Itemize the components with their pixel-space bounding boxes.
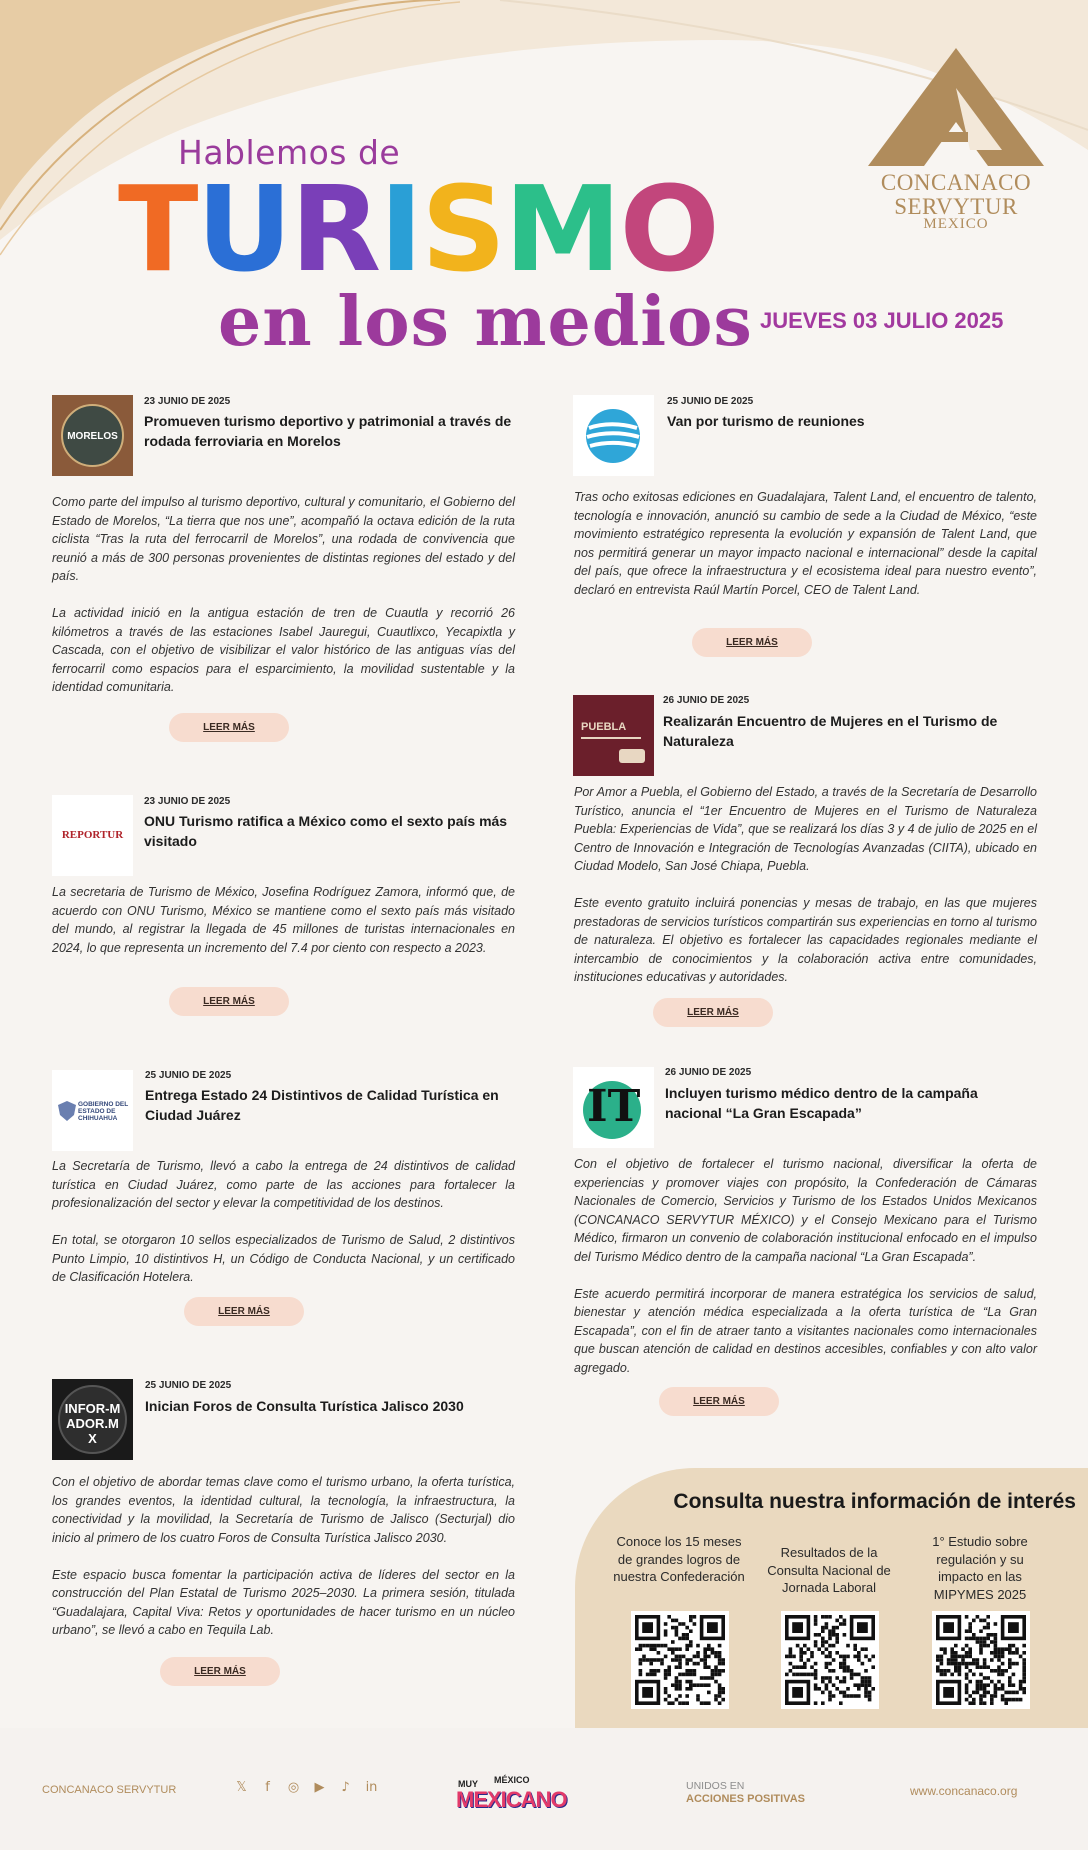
news-paragraph: Este acuerdo permitirá incorporar de manera estratégica los servicios de salud, bienestar y atención médica especializada a la oferta turística de “La Gran Escapada”, con el fin de atraer tanto a visitantes nacionales como internacionales que buscan atención de calidad en destinos accesibles, confiables y con alto valor agregado.: [574, 1286, 1037, 1375]
qr-code-icon: [785, 1615, 875, 1705]
news-paragraph: La actividad inició en la antigua estación de tren de Cuautla y recorrió 26 kilómetros a través de las estaciones Isabel Jauregui, Cuautlixco, Yecapixtla y Cascada, con el objetivo de visibilizar el valor histórico de las antiguas vías del ferrocarril como espacios para el esparcimiento, la movilidad sustentable y la identidad comunitaria.: [52, 606, 515, 694]
qr-label: 1° Estudio sobre regulación y su impacto en las MIPYMES 2025: [932, 1534, 1028, 1602]
footer-website-link[interactable]: www.concanaco.org: [910, 1784, 1018, 1798]
header-subtitle: en los medios: [218, 282, 753, 362]
footer-unidos-line1: UNIDOS EN: [686, 1780, 745, 1792]
muy-mexicano-logo: [452, 1775, 608, 1815]
header-title: [118, 160, 718, 298]
shield-icon: [58, 1101, 76, 1121]
qr-code-icon: [635, 1615, 725, 1705]
talent-land-logo-icon: [573, 395, 654, 476]
leer-mas-button[interactable]: LEER MÁS: [659, 1387, 779, 1416]
news-title: Realizarán Encuentro de Mujeres en el Turismo de Naturaleza: [663, 713, 998, 749]
news-title: ONU Turismo ratifica a México como el sexto país más visitado: [144, 813, 508, 849]
news-thumbnail: [52, 395, 133, 476]
qr-code-icon: [936, 1615, 1026, 1705]
news-thumbnail: [573, 395, 654, 476]
leer-mas-button[interactable]: LEER MÁS: [169, 713, 289, 742]
qr-code[interactable]: [631, 1611, 729, 1709]
news-body: [52, 1473, 515, 1658]
leer-mas-button[interactable]: LEER MÁS: [692, 628, 812, 657]
news-body: [52, 1157, 515, 1305]
x-icon[interactable]: 𝕏: [236, 1780, 247, 1795]
title-letter: T: [118, 160, 197, 298]
thumb-label: IT: [587, 1081, 641, 1132]
social-links: [234, 1780, 379, 1795]
news-date: 26 JUNIO DE 2025: [663, 695, 750, 706]
leer-mas-button[interactable]: LEER MÁS: [160, 1657, 280, 1686]
logo-name-line2: SERVYTUR: [894, 194, 1018, 219]
thumb-label: REPORTUR: [61, 829, 124, 841]
news-title: Entrega Estado 24 Distintivos de Calidad Turística en Ciudad Juárez: [145, 1087, 499, 1123]
leer-mas-button[interactable]: LEER MÁS: [653, 998, 773, 1027]
news-title: Inician Foros de Consulta Turística Jalisco 2030: [145, 1398, 464, 1414]
news-thumbnail: [52, 1379, 133, 1460]
tiktok-icon[interactable]: ♪: [341, 1780, 350, 1795]
news-body: [574, 1155, 1037, 1396]
news-body: [574, 783, 1037, 1005]
news-paragraph: Con el objetivo de abordar temas clave como el turismo urbano, la oferta turística, los grandes eventos, la identidad cultural, la tecnología, la infraestructura, la conectividad y la movilidad, la Secretaría de Turismo de Jalisco (Secturjal) dio inicio al primero de los cuatro Foros de Consulta Turística Jalisco 2030.: [52, 1475, 515, 1545]
news-paragraph: Como parte del impulso al turismo deportivo, cultural y comunitario, el Gobierno del Estado de Morelos, “La tierra que nos une”, acompañó la octava edición de la ruta ciclista “Tras la ruta del ferrocarril de Morelos”, una rodada de convivencia que reunió a más de 300 personas provenientes de distintas regiones del estado y del país.: [52, 495, 515, 583]
news-thumbnail: [52, 795, 133, 876]
footer-brand: CONCANACO SERVYTUR: [42, 1784, 177, 1796]
title-letter: M: [504, 160, 620, 298]
news-paragraph: La Secretaría de Turismo, llevó a cabo la entrega de 24 distintivos de calidad turística en Ciudad Juárez, como parte de las acciones para fortalecer la profesionalización del sector y elevar la competitividad de los destinos.: [52, 1159, 515, 1210]
footer-unidos-line2: ACCIONES POSITIVAS: [686, 1793, 805, 1805]
news-paragraph: La secretaria de Turismo de México, Josefina Rodríguez Zamora, informó que, de acuerdo con ONU Turismo, México se mantiene como el sexto país más visitado del mundo, al registrar la llegada de 45 millones de turistas internacionales en 2024, lo que representa un incremento del 7.4 por ciento con respecto a 2023.: [52, 885, 515, 955]
news-date: 26 JUNIO DE 2025: [665, 1067, 752, 1078]
thumb-label: GOBIERNO DEL ESTADO DE CHIHUAHUA: [78, 1101, 129, 1122]
news-thumbnail: [573, 1067, 654, 1148]
instagram-icon[interactable]: ◎: [287, 1780, 300, 1795]
leer-mas-button[interactable]: LEER MÁS: [169, 987, 289, 1016]
qr-code[interactable]: [781, 1611, 879, 1709]
news-body: [574, 488, 1037, 618]
title-letter: U: [196, 160, 291, 298]
facebook-icon[interactable]: f: [265, 1780, 270, 1795]
qr-code[interactable]: [932, 1611, 1030, 1709]
concanaco-logo-icon: [868, 48, 1044, 166]
leer-mas-button[interactable]: LEER MÁS: [184, 1297, 304, 1326]
news-title: Promueven turismo deportivo y patrimonial a través de rodada ferroviaria en Morelos: [144, 413, 512, 449]
news-paragraph: Este espacio busca fomentar la participación activa de líderes del sector en la construcción del Plan Estatal de Turismo 2025–2030. La primera sesión, titulada “Guadalajara, Capital Viva: Retos y oportunidades de hacer turismo en un núcleo urbano”, se llevó a cabo en Tequila Lab.: [52, 1567, 515, 1637]
news-date: 23 JUNIO DE 2025: [144, 796, 231, 807]
news-thumbnail: [52, 1070, 133, 1151]
news-date: 25 JUNIO DE 2025: [145, 1070, 232, 1081]
mexico-label: MÉXICO: [494, 1775, 530, 1785]
youtube-icon[interactable]: ▶: [314, 1780, 325, 1795]
news-paragraph: Por Amor a Puebla, el Gobierno del Estado, a través de la Secretaría de Desarrollo Turístico, anuncia el “1er Encuentro de Mujeres en el Turismo de Naturaleza Puebla: Experiencias de Vida”, que se realizará los días 3 y 4 de julio de 2025 en el Centro de Innovación e Integración de Tecnologías Avanzadas (CIITA), ubicado en Ciudad Modelo, San José Chiapa, Puebla.: [574, 785, 1037, 873]
news-body: [52, 493, 515, 715]
news-paragraph: Tras ocho exitosas ediciones en Guadalajara, Talent Land, el encuentro de talento, tecnología e innovación, anunció su cambio de sede a la Ciudad de México, “este movimiento estratégico representa la evolución y expansión de Talent Land, que nos permitirá generar un mayor impacto nacional e internacional” desde la capital del país, que ofrece la infraestructura y el ecosistema ideal para nuestro evento”, declaró en entrevista Raúl Martín Porcel, CEO de Talent Land.: [574, 490, 1037, 597]
consulta-title: Consulta nuestra información de interés: [673, 1490, 1076, 1513]
news-paragraph: Este evento gratuito incluirá ponencias y mesas de trabajo, en las que mujeres prestadoras de servicios turísticos compartirán sus experiencias en torno al turismo de naturaleza. El objetivo es fortalecer las capacidades regionales mediante el intercambio de conocimientos y la colaboración activa entre comunidades, instituciones educativas y autoridades.: [574, 896, 1037, 984]
logo-name-line1: CONCANACO: [880, 170, 1032, 195]
title-letter: I: [379, 160, 422, 298]
thumb-label: PUEBLA: [581, 721, 627, 733]
news-date: 25 JUNIO DE 2025: [145, 1380, 232, 1391]
logo-name-line3: MEXICO: [923, 216, 989, 232]
thumb-label: MORELOS: [67, 431, 118, 442]
linkedin-icon[interactable]: in: [365, 1780, 378, 1795]
title-letter: R: [290, 160, 380, 298]
mexicano-label: MEXICANO: [456, 1787, 567, 1812]
news-paragraph: Con el objetivo de fortalecer el turismo nacional, diversificar la oferta de experiencias y promover viajes con propósito, la Confederación de Cámaras Nacionales de Comercio, Servicios y Turismo de los Estados Unidos Mexicanos (CONCANACO SERVYTUR MÉXICO) y el Consejo Mexicano para el Turismo Médico, firmaron un convenio de colaboración institucional enfocado en el impulso del Turismo Médico dentro de la campaña nacional “La Gran Escapada”.: [574, 1157, 1037, 1264]
news-body: [52, 883, 515, 976]
title-letter: S: [421, 160, 505, 298]
thumb-label: INFOR-MADOR.MX: [64, 1401, 121, 1446]
title-letter: O: [619, 160, 718, 298]
news-paragraph: En total, se otorgaron 10 sellos especializados de Turismo de Salud, 2 distintivos Punto Limpio, 10 distintivos H, un Código de Conducta Nacional, y un certificado de Clasificación Hotelera.: [52, 1233, 515, 1284]
news-title: Incluyen turismo médico dentro de la campaña nacional “La Gran Escapada”: [665, 1085, 978, 1121]
header-date: JUEVES 03 JULIO 2025: [760, 308, 1004, 333]
header-kicker: Hablemos de: [178, 133, 401, 172]
news-thumbnail: [573, 695, 654, 776]
muy-label: MUY: [458, 1779, 478, 1789]
news-title: Van por turismo de reuniones: [667, 413, 865, 429]
news-date: 25 JUNIO DE 2025: [667, 396, 754, 407]
qr-label: Conoce los 15 meses de grandes logros de nuestra Confederación: [613, 1534, 745, 1584]
qr-label: Resultados de la Consulta Nacional de Jornada Laboral: [767, 1545, 891, 1595]
news-date: 23 JUNIO DE 2025: [144, 396, 231, 407]
